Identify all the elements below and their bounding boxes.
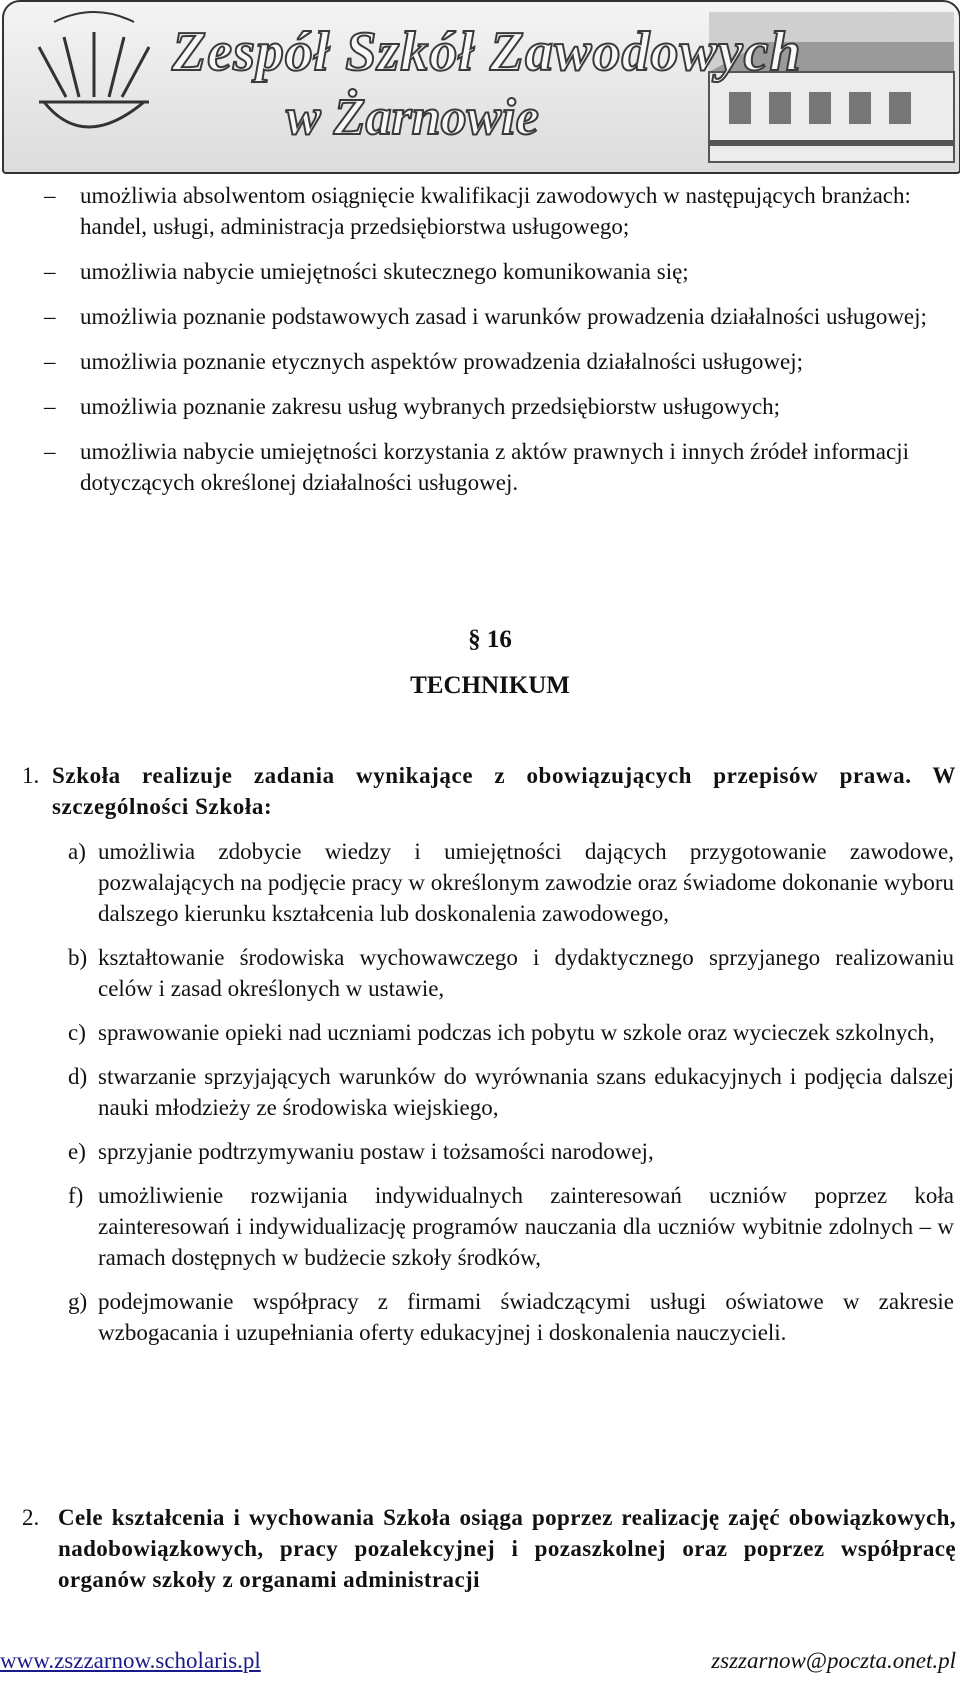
website-link[interactable]: www.zszzarnow.scholaris.pl <box>0 1648 261 1673</box>
dash-bullet: – <box>44 304 56 329</box>
list-item-letter: e) <box>68 1139 86 1164</box>
lettered-list <box>0 836 960 1361</box>
dash-bullet: – <box>44 259 56 284</box>
list-item-letter: g) <box>68 1289 88 1314</box>
list-item <box>0 942 960 1004</box>
section-title: TECHNIKUM <box>410 672 570 699</box>
list-item <box>0 256 960 287</box>
list-item-text: umożliwia nabycie umiejętności skutecznego komunikowania się; <box>80 259 689 284</box>
list-item <box>0 436 960 498</box>
banner-title: Zespół Szkół Zawodowych <box>172 21 802 83</box>
numbered-paragraph-2 <box>22 1502 956 1595</box>
list-item-text: umożliwia absolwentom osiągnięcie kwalifikacji zawodowych w następujących branżach: handel, usługi, administracja przedsiębiorstwa usługowego; <box>80 183 911 239</box>
list-item-letter: a) <box>68 839 86 864</box>
list-item <box>0 180 960 242</box>
numbered-paragraph-1 <box>22 760 956 822</box>
list-item-text: umożliwia poznanie zakresu usług wybranych przedsiębiorstw usługowych; <box>80 394 781 419</box>
header-banner <box>2 0 960 174</box>
paragraph-text: Cele kształcenia i wychowania Szkoła osiąga poprzez realizację zajęć obowiązkowych, nadobowiązkowych, pracy pozalekcyjnej i pozaszkolnej oraz poprzez współpracę organów szkoły z organami administracji <box>58 1505 956 1592</box>
list-item <box>0 836 960 929</box>
list-item-letter: d) <box>68 1064 88 1089</box>
list-item <box>0 1017 960 1048</box>
list-item <box>0 391 960 422</box>
section-number: § 16 <box>468 626 512 653</box>
banner-subtitle: w Żarnowie <box>286 89 539 146</box>
list-item-text: sprzyjanie podtrzymywaniu postaw i tożsamości narodowej, <box>98 1139 654 1164</box>
page-footer <box>0 1648 960 1681</box>
dash-bullet: – <box>44 394 56 419</box>
list-item-text: umożliwia zdobycie wiedzy i umiejętności dających przygotowanie zawodowe, pozwalających na podjęcie pracy w określonym zawodzie oraz świadome dokonanie wyboru dalszego kierunku kształcenia lub doskonalenia zawodowego, <box>98 839 954 926</box>
list-item-text: umożliwienie rozwijania indywidualnych zainteresowań uczniów poprzez koła zainteresowań i indywidualizację programów nauczania dla uczniów wybitnie zdolnych – w ramach dostępnych w budżecie szkoły środków, <box>98 1183 954 1270</box>
list-item <box>0 1136 960 1167</box>
paragraph-number: 2. <box>22 1505 40 1530</box>
list-item <box>0 1180 960 1273</box>
list-item <box>0 1286 960 1348</box>
list-item-text: stwarzanie sprzyjających warunków do wyrównania szans edukacyjnych i podjęcia dalszej nauki młodzieży ze środowiska wiejskiego, <box>98 1064 954 1120</box>
list-item-text: podejmowanie współpracy z firmami świadczącymi usługi oświatowe w zakresie wzbogacania i uzupełniania oferty edukacyjnej i doskonalenia nauczycieli. <box>98 1289 954 1345</box>
list-item-text: sprawowanie opieki nad uczniami podczas ich pobytu w szkole oraz wycieczek szkolnych, <box>98 1020 935 1045</box>
paragraph-text: Szkoła realizuje zadania wynikające z obowiązujących przepisów prawa. W szczególności Szkoła: <box>52 763 956 819</box>
contact-email: zszzarnow@poczta.onet.pl <box>711 1648 956 1673</box>
list-item-letter: b) <box>68 945 88 970</box>
paragraph-number: 1. <box>22 763 40 788</box>
school-emblem-icon <box>39 12 149 127</box>
dash-bullet: – <box>44 439 56 464</box>
list-item-text: umożliwia poznanie podstawowych zasad i warunków prowadzenia działalności usługowej; <box>80 304 927 329</box>
list-item-letter: c) <box>68 1020 86 1045</box>
list-item-text: kształtowanie środowiska wychowawczego i dydaktycznego sprzyjanego realizowaniu celów i zasad określonych w ustawie, <box>98 945 954 1001</box>
list-item <box>0 301 960 332</box>
dash-bullet: – <box>44 183 56 208</box>
list-item <box>0 346 960 377</box>
list-item <box>0 1061 960 1123</box>
list-item-text: umożliwia nabycie umiejętności korzystania z aktów prawnych i innych źródeł informacji dotyczących określonej działalności usługowej. <box>80 439 909 495</box>
dash-list <box>0 180 960 512</box>
list-item-text: umożliwia poznanie etycznych aspektów prowadzenia działalności usługowej; <box>80 349 803 374</box>
list-item-letter: f) <box>68 1183 84 1208</box>
dash-bullet: – <box>44 349 56 374</box>
